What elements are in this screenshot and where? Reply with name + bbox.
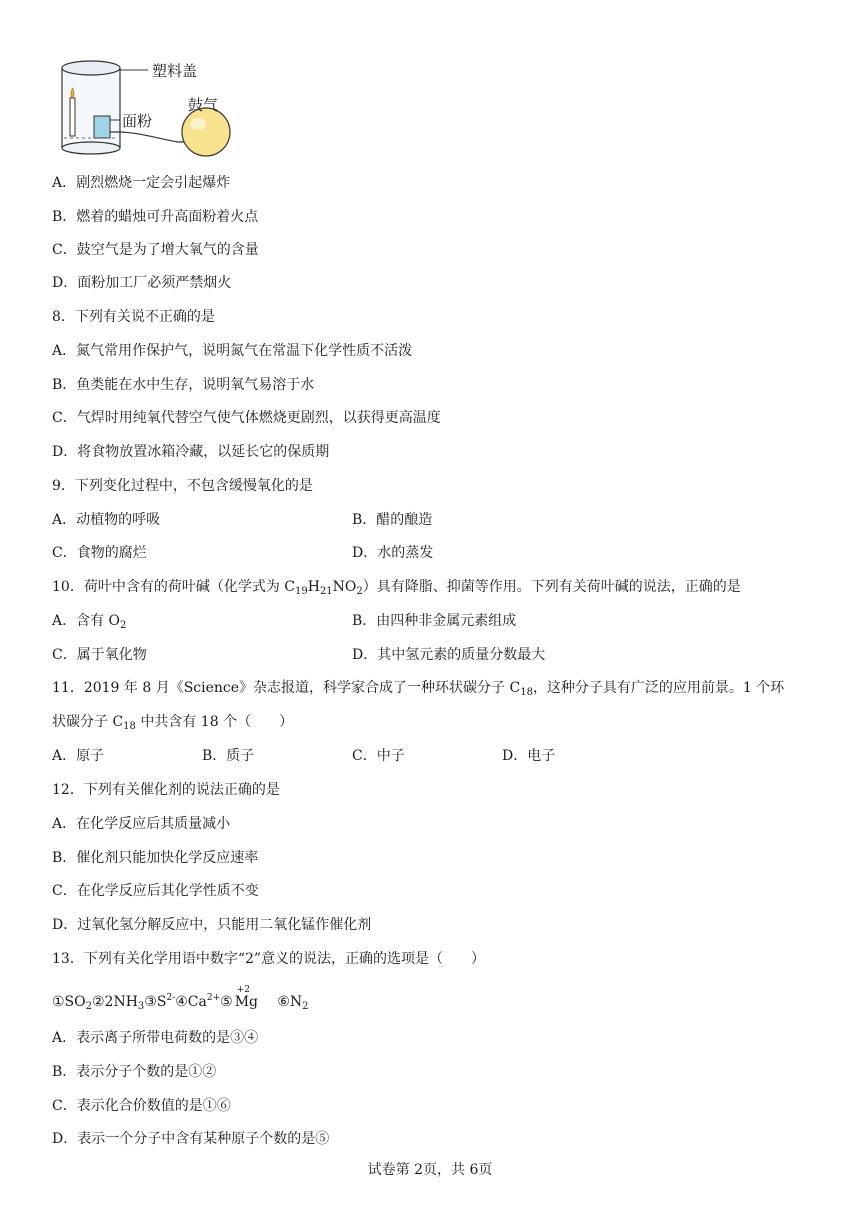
q12-option-d: D．过氧化氢分解反应中，只能用二氧化锰作催化剂	[52, 917, 372, 933]
q13-formulas: $①SO_2②2NH_3③S^{2-}④Ca^{2+}⑤$ +2 Mg $⑥N_2$	[52, 985, 309, 1012]
q11-option-c: C．中子	[352, 748, 405, 764]
q13-option-b: B．表示分子个数的是①②	[52, 1064, 217, 1080]
q10-option-d: D．其中氢元素的质量分数最大	[352, 647, 546, 663]
q8-option-b: B．鱼类能在水中生存，说明氧气易溶于水	[52, 377, 315, 393]
flour-label: 面粉	[122, 112, 153, 130]
q10-option-a: A．含有 $O_2$	[52, 613, 127, 631]
q7-option-a: A．剧烈燃烧一定会引起爆炸	[52, 175, 231, 191]
q10-stem: 10．荷叶中含有的荷叶碱（化学式为 $C_{19}H_{21}NO_2$）具有降脂、抑菌等作用。下列有关荷叶碱的说法，正确的是	[52, 579, 741, 597]
q12-option-c: C．在化学反应后其化学性质不变	[52, 883, 259, 899]
q13-stem: 13．下列有关化学用语中数字“2”意义的说法，正确的选项是（ ）	[52, 951, 486, 967]
apparatus-diagram	[56, 40, 256, 160]
q10-option-c: C．属于氧化物	[52, 647, 147, 663]
experiment-figure	[56, 40, 256, 160]
q13-option-c: C．表示化合价数值的是①⑥	[52, 1098, 231, 1114]
lid-label: 塑料盖	[152, 62, 198, 80]
q11-option-d: D．电子	[502, 748, 556, 764]
q11-stem-line2: 状碳分子 $C_{18}$ 中共含有 18 个（ ）	[52, 714, 294, 732]
q12-option-a: A．在化学反应后其质量减小	[52, 816, 231, 832]
mg-valence: +2 Mg	[234, 985, 258, 1010]
q10-option-b: B．由四种非金属元素组成	[352, 613, 517, 629]
q7-option-d: D．面粉加工厂必须严禁烟火	[52, 275, 232, 291]
q9-option-d: D．水的蒸发	[352, 545, 434, 561]
page-footer: 试卷第 2页，共 6页	[367, 1162, 493, 1178]
q11-stem-line1: 11．2019 年 8 月《Science》杂志报道，科学家合成了一种环状碳分子 $C_{18}$，这种分子具有广泛的应用前景。1 个环	[52, 680, 785, 698]
q9-option-c: C．食物的腐烂	[52, 545, 147, 561]
blow-label: 鼓气	[188, 96, 219, 114]
q13-option-a: A．表示离子所带电荷数的是③④	[52, 1030, 259, 1046]
q8-stem: 8．下列有关说不正确的是	[52, 309, 215, 325]
q11-option-b: B．质子	[202, 748, 255, 764]
q12-stem: 12．下列有关催化剂的说法正确的是	[52, 782, 280, 798]
q13-option-d: D．表示一个分子中含有某种原子个数的是⑤	[52, 1131, 330, 1147]
q9-option-a: A．动植物的呼吸	[52, 512, 161, 528]
q12-option-b: B．催化剂只能加快化学反应速率	[52, 850, 259, 866]
q9-option-b: B．醋的酿造	[352, 512, 433, 528]
q8-option-d: D．将食物放置冰箱冷藏，以延长它的保质期	[52, 444, 330, 460]
q7-option-c: C．鼓空气是为了增大氧气的含量	[52, 242, 259, 258]
q9-stem: 9．下列变化过程中，不包含缓慢氧化的是	[52, 478, 313, 494]
q8-option-c: C．气焊时用纯氧代替空气使气体燃烧更剧烈，以获得更高温度	[52, 410, 441, 426]
q7-option-b: B．燃着的蜡烛可升高面粉着火点	[52, 209, 259, 225]
q8-option-a: A．氮气常用作保护气，说明氮气在常温下化学性质不活泼	[52, 343, 413, 359]
q11-option-a: A．原子	[52, 748, 105, 764]
